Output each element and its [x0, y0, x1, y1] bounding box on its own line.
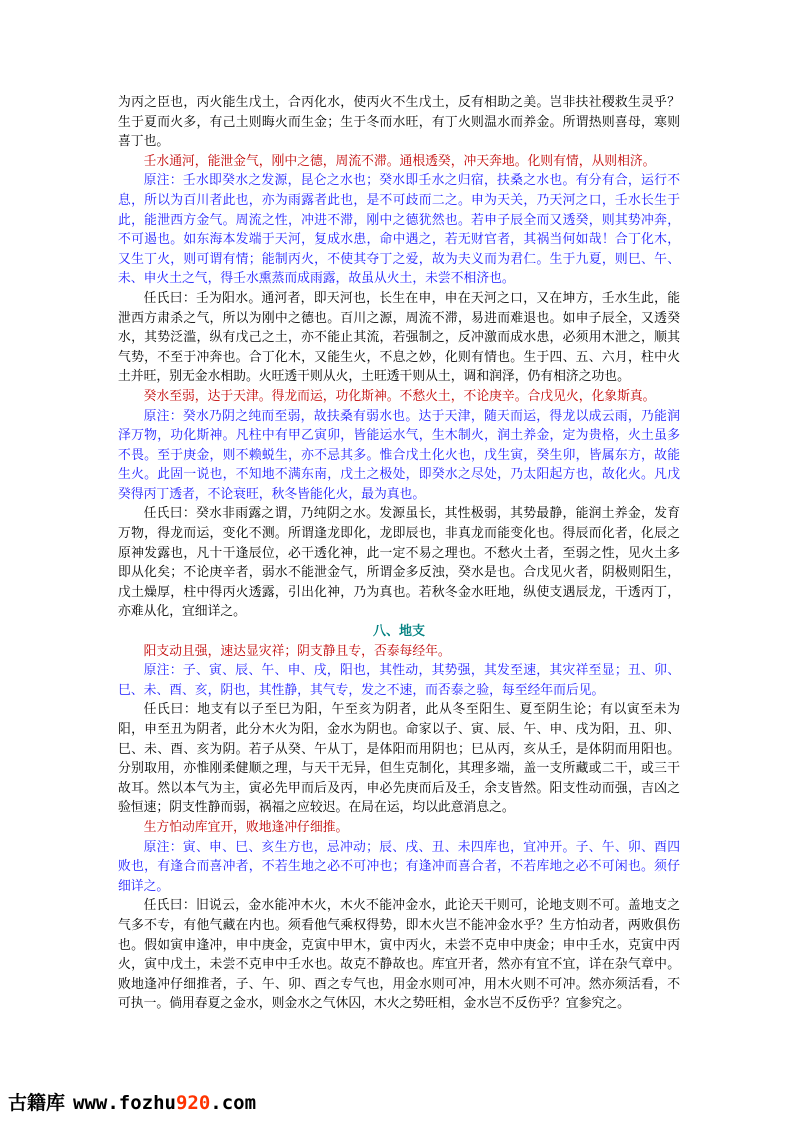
watermark-url-suffix: .com	[210, 1092, 257, 1114]
page-content	[118, 93, 680, 1014]
watermark-url-number: 920	[175, 1092, 211, 1114]
commentary-paragraph: 原注：子、寅、辰、午、申、戌，阳也，其性动，其势强，其发至速，其灾祥至显；丑、卯、巳、未、酉、亥，阴也，其性静，其气专，发之不速，而否泰之验，每至经年而后见。	[118, 663, 680, 698]
section-heading: 八、地支	[372, 624, 425, 640]
site-watermark	[8, 1088, 256, 1114]
body-paragraph: 为丙之臣也，丙火能生戊土，合丙化水，使丙火不生戊土，反有相助之美。岂非扶社稷救生灵乎？生于夏而火多，有己土则晦火而生金；生于冬而水旺，有丁火则温水而养金。所谓热则喜母，寒则喜丁也。	[118, 95, 680, 150]
verse-paragraph: 阳支动且强，速达显灾祥；阴支静且专，否泰每经年。	[143, 643, 451, 659]
body-paragraph: 任氏曰：旧说云，金水能冲木火，木火不能冲金水，此论天干则可，论地支则不可。盖地支之气多不专，有他气藏在内也。须看他气乘权得势，即木火岂不能冲金水乎？生方怕动者，两败俱伤也。假如寅申逢冲，申中庚金，克寅中甲木，寅中丙火，未尝不克申中庚金；申中壬水，克寅中丙火，寅中戊土，未尝不克申中壬水也。故克不静故也。库宜开者，然亦有宜不宜，详在杂气章中。败地逢冲仔细推者，子、午、卯、酉之专气也，用金水则可冲，用木火则不可冲。然亦须活看，不可执一。倘用春夏之金水，则金水之气休囚，木火之势旺相，金水岂不反伤乎？宜参究之。	[118, 898, 680, 1012]
verse-paragraph: 癸水至弱，达于天津。得龙而运，功化斯神。不愁火土，不论庚辛。合戊见火，化象斯真。	[143, 388, 656, 404]
body-paragraph: 任氏曰：地支有以子至巳为阳，午至亥为阴者，此从冬至阳生、夏至阴生论；有以寅至未为阳，申至丑为阴者，此分木火为阳，金水为阴也。命家以子、寅、辰、午、申、戌为阳，丑、卯、巳、未、酉、亥为阴。若子从癸、午从丁，是体阳而用阴也；巳从丙，亥从壬，是体阴而用阳也。分别取用，亦惟刚柔健顺之理，与天干无异，但生克制化，其理多端，盖一支所藏或二干，或三干故耳。然以本气为主，寅必先甲而后及丙，申必先庚而后及壬，余支皆然。阳支性动而强，吉凶之验恒速；阴支性静而弱，祸福之应较迟。在局在运，均以此意消息之。	[118, 702, 680, 816]
verse-paragraph: 壬水通河，能泄金气，刚中之德，周流不滞。通根透癸，冲天奔地。化则有情，从则相济。	[143, 153, 656, 169]
verse-paragraph: 生方怕动库宜开，败地逢冲仔细推。	[143, 819, 349, 835]
body-paragraph: 任氏曰：壬为阳水。通河者，即天河也，长生在申，申在天河之口，又在坤方，壬水生此，能泄西方肃杀之气，所以为刚中之德也。百川之源，周流不滞，易进而难退也。如申子辰全，又透癸水，其势泛滥，纵有戊己之土，亦不能止其流，若强制之，反冲激而成水患，必须用木泄之，顺其气势，不至于冲奔也。合丁化木，又能生火，不息之妙，化则有情也。生于四、五、六月，柱中火土并旺，别无金水相助。火旺透干则从火，土旺透干则从土，调和润泽，仍有相济之功也。	[118, 290, 680, 385]
body-paragraph: 任氏曰：癸水非雨露之谓，乃纯阴之水。发源虽长，其性极弱，其势最静，能润土养金，发育万物，得龙而运，变化不测。所谓逢龙即化，龙即辰也，非真龙而能变化也。得辰而化者，化辰之原神发露也，凡十干逢辰位，必干透化神，此一定不易之理也。不愁火土者，至弱之性，见火土多即从化矣；不论庚辛者，弱水不能泄金气，所谓金多反浊，癸水是也。合戊见火者，阴极则阳生，戊土燥厚，柱中得丙火透露，引出化神，乃为真也。若秋冬金水旺地，纵使支遇辰龙，干透丙丁，亦难从化，宜细详之。	[118, 506, 680, 620]
commentary-paragraph: 原注：癸水乃阴之纯而至弱，故扶桑有弱水也。达于天津，随天而运，得龙以成云雨，乃能润泽万物，功化斯神。凡柱中有甲乙寅卯，皆能运水气，生木制火，润土养金，定为贵格，火土虽多不畏。至于庚金，则不赖蜕生，亦不忌其多。惟合戊土化火也，戊生寅，癸生卯，皆属东方，故能生火。此固一说也，不知地不满东南，戊土之极处，即癸水之尽处，乃太阳起方也，故化火。凡戊癸得丙丁透者，不论衰旺，秋冬皆能化火，最为真也。	[118, 408, 680, 502]
commentary-paragraph: 原注：壬水即癸水之发源，昆仑之水也；癸水即壬水之归宿，扶桑之水也。有分有合，运行不息，所以为百川者此也，亦为雨露者此也，是不可歧而二之。申为天关，乃天河之口，壬水长生于此，能泄西方金气。周流之性，冲进不滞，刚中之德犹然也。若申子辰全而又透癸，则其势冲奔，不可遏也。如东海本发端于天河，复成水患，命中遇之，若无财官者，其祸当何如哉！合丁化木，又生丁火，则可谓有情；能制丙火，不使其夺丁之爱，故为夫义而为君仁。生于九夏，则巳、午、未、申火土之气，得壬水熏蒸而成雨露，故虽从火土，未尝不相济也。	[118, 173, 680, 287]
commentary-paragraph: 原注：寅、申、巳、亥生方也，忌冲动；辰、戌、丑、未四库也，宜冲开。子、午、卯、酉四败也，有逢合而喜冲者，不若生地之必不可冲也；有逢冲而喜合者，不若库地之必不可闲也。须仔细详之。	[118, 839, 680, 894]
watermark-brand: 古籍库	[8, 1092, 66, 1114]
watermark-url-prefix: www.fozhu	[73, 1092, 176, 1114]
